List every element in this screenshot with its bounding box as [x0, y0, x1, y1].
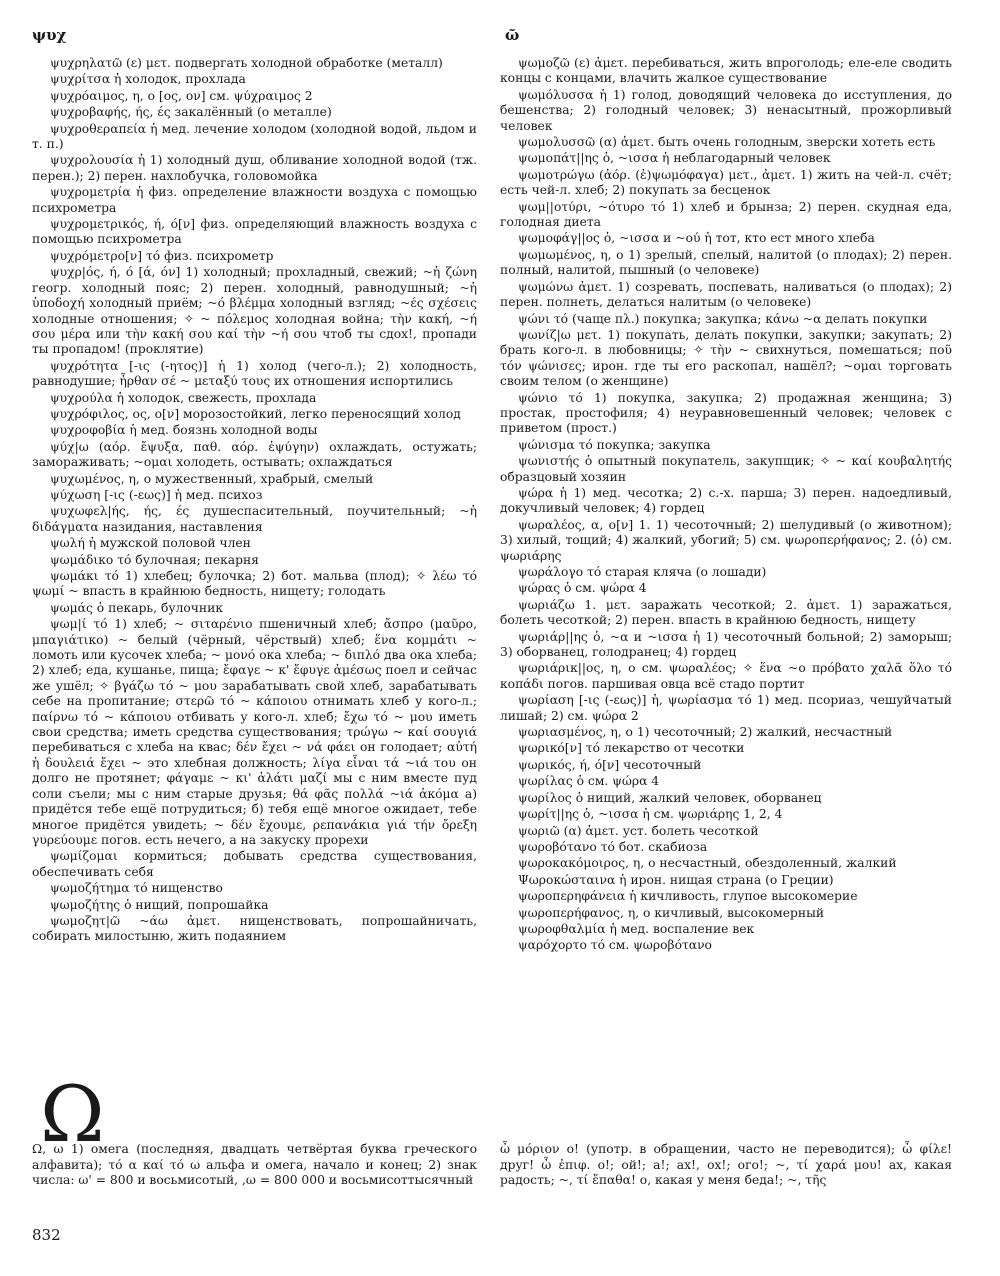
dictionary-entry: ψωραλέος, α, ο[ν] 1. 1) чесоточный; 2) шелудивый (о животном); 3) хилый, тощий; 4) жалкий, убогий; 5) см. ψωροπερήφανος; 2. (ὁ) см. ψωριάρης [500, 517, 952, 563]
dictionary-entry: ψωμάς ὁ пекарь, булочник [50, 600, 224, 615]
dictionary-entry: ψύχ|ω (αόρ. ἔψυξα, παθ. αόρ. ἐψύγην) охлаждать, остужать; замораживать; ~ομαι холодеть, остывать; охлаждаться [32, 439, 477, 470]
dictionary-entry: ψυχωμένος, η, ο мужественный, храбрый, смелый [50, 471, 374, 486]
dictionary-entry: ψωμάκι τό 1) хлебец; булочка; 2) бот. мальва (плод); ✧ λέω τό ψωμί ~ впасть в крайнюю бедность, нищету; голодать [32, 569, 477, 599]
dictionary-entry: ψωροκακόμοιρος, η, ο несчастный, обездоленный, жалкий [518, 856, 897, 871]
right-column [500, 56, 952, 955]
dictionary-entry: ψωμοζήτης ὁ нищий, попрошайка [50, 897, 269, 912]
dictionary-entry: ψώνισμα τό покупка; закупка [518, 437, 711, 452]
dictionary-entry: ψώρας ὁ см. ψώρα 4 [518, 581, 647, 596]
dictionary-entry: ψυχροβαφής, ής, ές закалённый (о металле) [50, 105, 332, 120]
dictionary-entry: ψωρίαση [-ις (-εως)] ἡ, ψωρίασμα τό 1) мед. псориаз, чешуйчатый лишай; 2) см. ψώρα 2 [500, 693, 952, 723]
dictionary-entry: ψωλή ἡ мужской половой член [50, 536, 251, 551]
dictionary-entry: ψαρόχορτο τό см. ψωροβότανο [518, 938, 712, 953]
omega-entry: Ω, ω 1) омега (последняя, двадцать четвёртая буква греческого алфавита); τό α καί τό ω альфа и омега, начало и конец; 2) знак числа: ω' = 800 и восьмисотый, ,ω = 800 000 и восьмисоттысячный [32, 1142, 477, 1188]
dictionary-entry: ψωμολυσσῶ (α) ἀμετ. быть очень голодным, зверски хотеть есть [518, 135, 936, 150]
dictionary-entry: ψώνιο τό 1) покупка, закупка; 2) продажная женщина; 3) простак, простофиля; 4) неуравновешенный человек; человек с приветом (прост.) [500, 390, 952, 436]
dictionary-entry: ψυχρ|ός, ή, ό [ά, όν] 1) холодный; прохладный, свежий; ~ἡ ζώνη геогр. холодный пояс; 2) перен. холодный, равнодушный; ~ἡ ὑποδοχή холодный приём; ~ό βλέμμα холодный взгляд; ~ές σχέσεις холодные отношения; ✧ ~ πόλεμος холодная война; τὴν κακή, ~ή σου μέρα или τὴν κακή σου καί τὴν ~ή σου чтоб ты сдох!, пропади ты пропадом! (проклятие) [32, 265, 477, 357]
dictionary-entry: ψωριασμένος, η, ο 1) чесоточный; 2) жалкий, несчастный [518, 725, 893, 740]
dictionary-entry: ψύχωση [-ις (-εως)] ἡ мед. психоз [50, 487, 263, 502]
dictionary-entry: ψωνίζ|ω μετ. 1) покупать, делать покупки, закупки; закупать; 2) брать кого-л. в любовницы; ✧ τὴν ~ свихнуться, помешаться; ποῦ τόν ψώνισες; ирон. где ты его раскопал, нашёл?; ~ομαι торговать своим телом (о женщине) [500, 327, 952, 389]
dictionary-entry: ψωρίτ||ης ὁ, ~ισσα ἡ см. ψωριάρης 1, 2, 4 [518, 807, 783, 822]
dictionary-entry: ψωρίλος ὁ нищий, жалкий человек, оборванец [518, 790, 822, 805]
dictionary-entry: ψυχρομετρικός, ή, ό[ν] физ. определяющий влажность воздуха с помощью психрометра [32, 217, 477, 247]
dictionary-entry: ψωμόλυσσα ἡ 1) голод, доводящий человека до исступления, до бешенства; 2) голодный человек; 3) ненасытный, прожорливый человек [500, 87, 952, 133]
dictionary-entry: ψωμώνω ἀμετ. 1) созревать, поспевать, наливаться (о плодах); 2) перен. полнеть, делаться налитым (о человеке) [500, 279, 952, 310]
dictionary-entry: ψωμ|ί τό 1) хлеб; ~ σιταρένιο пшеничный хлеб; ἄσπρο (μαῦρο, μπαγιάτικο) ~ белый (чёрный, чёрствый) хлеб; ἕνα κομμάτι ~ ломоть или кусочек хлеба; ~ μονό ока хлеба; ~ διπλό два ока хлеба; 2) хлеб; еда, кушанье, пища; ἔφαγε ~ κ' ἔφυγε ἀμέσως поел и сейчас же ушёл; ✧ βγάζω τό ~ μου зарабатывать свой хлеб, зарабатывать себе на пропитание; στερῶ τό ~ κάποιου отнимать хлеб у кого-л.; παίρνω τό ~ κάποιου отбивать у кого-л. хлеб; ἔχω τό ~ μου иметь свои средства; иметь средства существования; τρώγω ~ καί σουγιά перебиваться с хлеба на квас; δέν ἔχει ~ νά φάει он голодает; αὐτή ἡ δουλειά ἔχει ~ это хлебная должность; λίγα εἶναι τά ~ιά του он долго не протянет; φάγαμε ~ κι' ἁλάτι μαζί мы с ним вместе пуд соли съели; мы с ним старые друзья; θά φᾶς πολλά ~ιά ἀκόμα а) придётся тебе ещё потрудиться; б) тебя ещё многое ожидает, тебе многое придётся увидеть; ~ δέν ἔχουμε, ρεπανάκια γιά τήν ὄρεξη γυρεύουμε погов. есть нечего, а на закуску прорехи [32, 617, 477, 847]
dictionary-entry: ψώρα ἡ 1) мед. чесотка; 2) с.-х. парша; 3) перен. надоедливый, докучливый человек; 4) гордец [500, 485, 952, 516]
dictionary-entry: ψυχρόαιμος, η, ο [ος, ον] см. ψύχραιμος 2 [50, 88, 313, 103]
dictionary-entry: ψωμοπάτ||ης ὁ, ~ισσα ἡ неблагодарный человек [518, 151, 831, 166]
dictionary-entry: ψωράλογο τό старая кляча (о лошади) [518, 565, 767, 579]
dictionary-entry: ψωμάδικο τό булочная; пекарня [50, 552, 259, 567]
dictionary-entry: ψωροβότανο τό бот. скабиоза [518, 839, 708, 854]
dictionary-entry: Ψωροκώσταινα ἡ ирон. нищая страна (о Греции) [518, 872, 834, 887]
dictionary-entry: ψωριῶ (α) ἀμετ. уст. болеть чесоткой [518, 823, 759, 838]
dictionary-entry: ψυχρόμετρο[ν] τό физ. психрометр [50, 248, 274, 263]
dictionary-entry: ψωροπερηφάνεια ἡ кичливость, глупое высокомерие [518, 889, 858, 904]
dictionary-entry: ψωριάρ||ης ὁ, ~α и ~ισσα ἡ 1) чесоточный больной; 2) заморыш; 3) оборванец, голодранец; 4) гордец [500, 629, 952, 660]
dictionary-entry: ψωροπερήφανος, η, ο кичливый, высокомерный [518, 905, 825, 920]
dictionary-entry: ψυχρολουσία ἡ 1) холодный душ, обливание холодной водой (тж. перен.); 2) перен. нахлобучка, головомойка [32, 153, 477, 183]
left-column [32, 56, 477, 946]
dictionary-entry: ψωροφθαλμία ἡ мед. воспаление век [518, 921, 755, 936]
dictionary-entry: ψυχροθεραπεία ἡ мед. лечение холодом (холодной водой, льдом и т. п.) [32, 121, 477, 152]
dictionary-entry: ψωρικό[ν] τό лекарство от чесотки [518, 741, 745, 756]
dictionary-entry: ψωμίζομαι кормиться; добывать средства существования, обеспечивать себя [32, 849, 477, 879]
dictionary-entry: ψυχρότητα [-ις (-ητος)] ἡ 1) холод (чего-л.); 2) холодность, равнодушие; ἦρθαν σέ ~ μεταξύ τους их отношения испортились [32, 358, 477, 389]
dictionary-entry: ψωρίλας ὁ см. ψώρα 4 [518, 774, 660, 789]
dictionary-entry: ψωνιστής ὁ опытный покупатель, закупщик; ✧ ~ καί κουβαλητής образцовый хозяин [500, 454, 952, 484]
dictionary-entry: ψώνι τό (чаще πλ.) покупка; закупка; κάνω ~α делать покупки [518, 311, 928, 326]
dictionary-entry: ψωμοζητ|ῶ ~άω ἀμετ. нищенствовать, попрошайничать, собирать милостыню, жить подаянием [32, 913, 477, 944]
dictionary-entry: ψυχρομετρία ἡ физ. определение влажности воздуха с помощью психрометра [32, 185, 477, 215]
dictionary-entry: ψωμοζῶ (ε) ἀμετ. перебиваться, жить впроголодь; еле-еле сводить концы с концами, влачить жалкое существование [500, 56, 952, 86]
dictionary-entry: ψωμωμένος, η, ο 1) зрелый, спелый, налитой (о плодах); 2) перен. полный, налитой, пышный (о человеке) [500, 247, 952, 278]
dictionary-entry: ψυχρόφιλος, ος, ο[ν] морозостойкий, легко переносящий холод [50, 406, 461, 421]
running-head-right: ῶ [505, 26, 520, 44]
dictionary-entry: ψυχρούλα ἡ холодок, свежесть, прохлада [50, 390, 317, 405]
dictionary-entry: ψωριάρικ||ος, η, ο см. ψωραλέος; ✧ ἕνα ~ο πρόβατο χαλᾶ ὅλο τό κοπάδι погов. паршивая овца всё стадо портит [500, 661, 952, 691]
omega-interjection-entry: ὦ μόριον о! (употр. в обращении, часто не переводится); ὦ φίλε! друг! ὦ ἐπιφ. о!; ой!; а!; ах!, ох!; ого!; ~, τί χαρά μου! ах, какая радость; ~, τί ἔπαθα! о, какая у меня беда!; ~, τῆς [500, 1142, 952, 1188]
page-number: 832 [32, 1226, 61, 1244]
dictionary-entry: ψυχρίτσα ἡ холодок, прохлада [50, 72, 246, 87]
dictionary-entry: ψωριάζω 1. μετ. заражать чесоткой; 2. ἀμετ. 1) заражаться, болеть чесоткой; 2) перен. впасть в крайнюю бедность, нищету [500, 597, 952, 628]
dictionary-entry: ψωμ||οτύρι, ~ότυρο τό 1) хлеб и брынза; 2) перен. скудная еда, голодная диета [500, 199, 952, 230]
dictionary-entry: ψωμοφάγ||ος ὁ, ~ισσα и ~ού ἡ тот, кто ест много хлеба [518, 231, 875, 246]
dictionary-entry: ψωρικός, ή, ό[ν] чесоточный [518, 757, 702, 772]
dictionary-entry: ψυχωφελ|ής, ής, ές душеспасительный, поучительный; ~ἡ διδάγματα назидания, наставления [32, 504, 477, 534]
section-letter: Ω [40, 1070, 105, 1160]
dictionary-entry: ψωμοζήτημα τό нищенство [50, 881, 223, 896]
dictionary-entry: ψυχροφοβία ἡ мед. боязнь холодной воды [50, 423, 318, 438]
dictionary-entry: ψυχρηλατῶ (ε) μετ. подвергать холодной обработке (металл) [50, 56, 443, 70]
dictionary-entry: ψωμοτρώγω (ἀόρ. (ἐ)ψωμόφαγα) μετ., ἀμετ. 1) жить на чей-л. счёт; есть чей-л. хлеб; 2) покупать за бесценок [500, 167, 952, 198]
running-head-left: ψυχ [32, 26, 67, 44]
